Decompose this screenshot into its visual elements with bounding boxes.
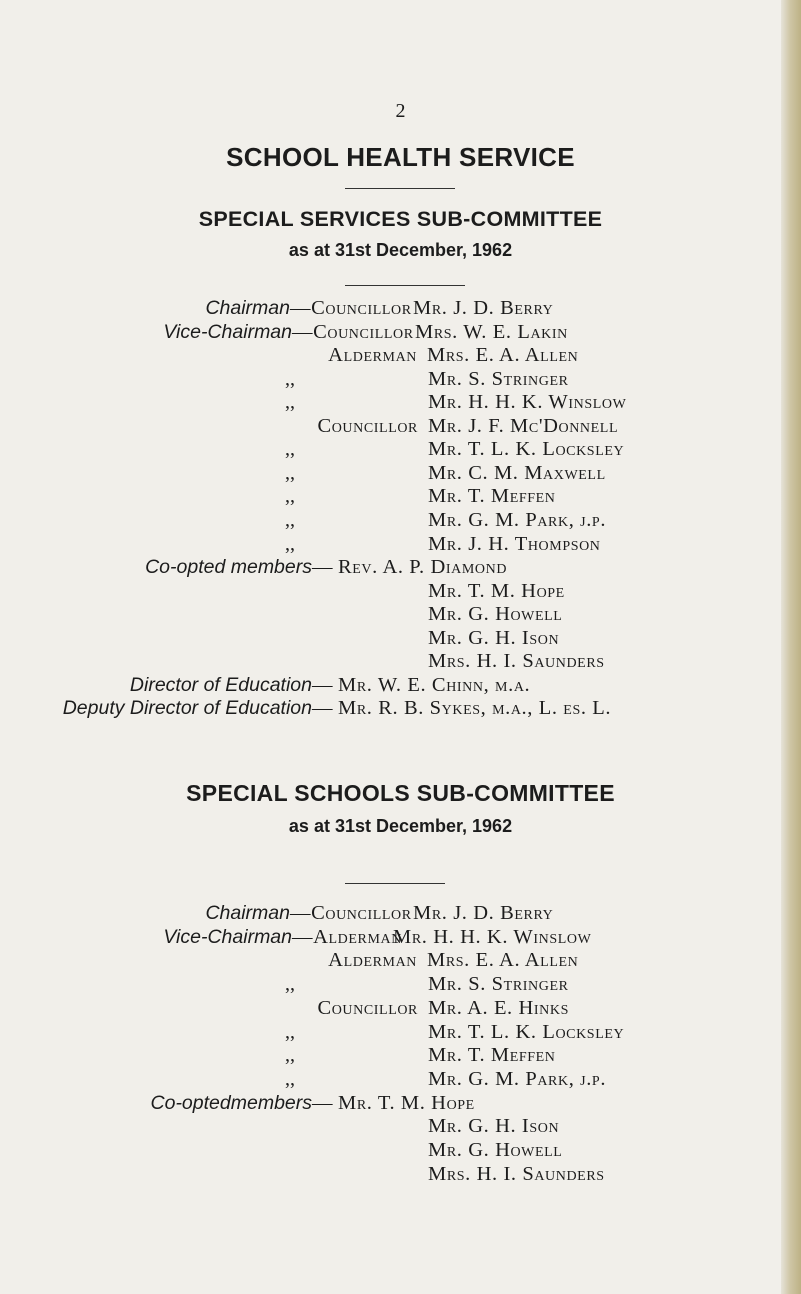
- divider-rule: [345, 285, 465, 286]
- member-name: Mr. T. M. Hope: [338, 1092, 475, 1114]
- title-prefix: —: [312, 697, 334, 719]
- ditto-mark: ,,: [285, 509, 295, 531]
- ditto-mark: ,,: [285, 973, 295, 995]
- member-name: Mr. A. E. Hinks: [428, 997, 569, 1019]
- ditto-mark: ,,: [285, 1068, 295, 1090]
- ditto-mark: ,,: [285, 438, 295, 460]
- title-prefix: —: [312, 556, 334, 578]
- member-name: Mr. S. Stringer: [428, 973, 569, 995]
- member-name: Mr. T. L. K. Locksley: [428, 438, 625, 460]
- ditto-mark: ,,: [285, 533, 295, 555]
- title-prefix: —Alderman: [292, 926, 402, 948]
- ditto-mark: ,,: [285, 368, 295, 390]
- title-prefix: —: [312, 1092, 334, 1114]
- title-prefix: Alderman: [328, 344, 417, 366]
- member-name: Mr. G. H. Ison: [428, 627, 560, 649]
- section-date: as at 31st December, 1962: [288, 816, 513, 836]
- member-name: Mr. T. L. K. Locksley: [428, 1021, 625, 1043]
- title-prefix: Councillor: [317, 415, 418, 437]
- member-name: Mr. T. M. Hope: [428, 580, 565, 602]
- member-name: Mr. S. Stringer: [428, 368, 569, 390]
- role-label: Chairman: [205, 297, 290, 319]
- ditto-mark: ,,: [285, 391, 295, 413]
- member-name: Mr. G. M. Park, j.p.: [428, 1068, 607, 1090]
- section-date: as at 31st December, 1962: [288, 240, 513, 260]
- ditto-mark: ,,: [285, 1021, 295, 1043]
- member-name: Mr. G. Howell: [428, 603, 563, 625]
- member-name: Mr. H. H. K. Winslow: [393, 926, 592, 948]
- member-name: Mrs. E. A. Allen: [427, 344, 579, 366]
- section-heading: SPECIAL SCHOOLS SUB-COMMITTEE: [186, 780, 615, 806]
- member-name: Mr. J. H. Thompson: [428, 533, 601, 555]
- member-name: Mr. H. H. K. Winslow: [428, 391, 627, 413]
- member-name: Mr. W. E. Chinn, m.a.: [338, 674, 531, 696]
- member-name: Mr. C. M. Maxwell: [428, 462, 606, 484]
- ditto-mark: ,,: [285, 1044, 295, 1066]
- role-label: Vice-Chairman: [163, 321, 292, 343]
- ditto-mark: ,,: [285, 462, 295, 484]
- title-prefix: —Councillor: [292, 321, 414, 343]
- member-name: Mr. G. Howell: [428, 1139, 563, 1161]
- section-heading: SPECIAL SERVICES SUB-COMMITTEE: [198, 207, 603, 231]
- title-prefix: Councillor: [317, 997, 418, 1019]
- divider-rule: [345, 883, 445, 884]
- member-name: Mr. J. D. Berry: [413, 297, 554, 319]
- member-name: Rev. A. P. Diamond: [338, 556, 508, 578]
- member-name: Mr. T. Meffen: [428, 1044, 556, 1066]
- member-name: Mr. J. F. Mc'Donnell: [428, 415, 619, 437]
- title-prefix: —Councillor: [290, 902, 412, 924]
- role-label: Vice-Chairman: [163, 926, 292, 948]
- member-name: Mr. J. D. Berry: [413, 902, 554, 924]
- member-name: Mrs. H. I. Saunders: [428, 650, 605, 672]
- member-name: Mrs. W. E. Lakin: [415, 321, 568, 343]
- member-name: Mr. T. Meffen: [428, 485, 556, 507]
- title-prefix: —: [312, 674, 334, 696]
- role-label: Co-optedmembers: [150, 1092, 312, 1114]
- member-name: Mr. R. B. Sykes, m.a., L. es. L.: [338, 697, 612, 719]
- divider-rule: [345, 188, 455, 189]
- role-label: Director of Education: [129, 674, 312, 696]
- role-label: Deputy Director of Education: [62, 697, 312, 719]
- member-name: Mr. G. M. Park, j.p.: [428, 509, 607, 531]
- member-name: Mrs. H. I. Saunders: [428, 1163, 605, 1185]
- page-edge-shadow: [781, 0, 801, 1294]
- page-title: SCHOOL HEALTH SERVICE: [226, 142, 575, 172]
- page-number: 2: [395, 100, 406, 122]
- role-label: Co-opted members: [145, 556, 312, 578]
- title-prefix: —Councillor: [290, 297, 412, 319]
- member-name: Mr. G. H. Ison: [428, 1115, 560, 1137]
- ditto-mark: ,,: [285, 485, 295, 507]
- role-label: Chairman: [205, 902, 290, 924]
- member-name: Mrs. E. A. Allen: [427, 949, 579, 971]
- title-prefix: Alderman: [328, 949, 417, 971]
